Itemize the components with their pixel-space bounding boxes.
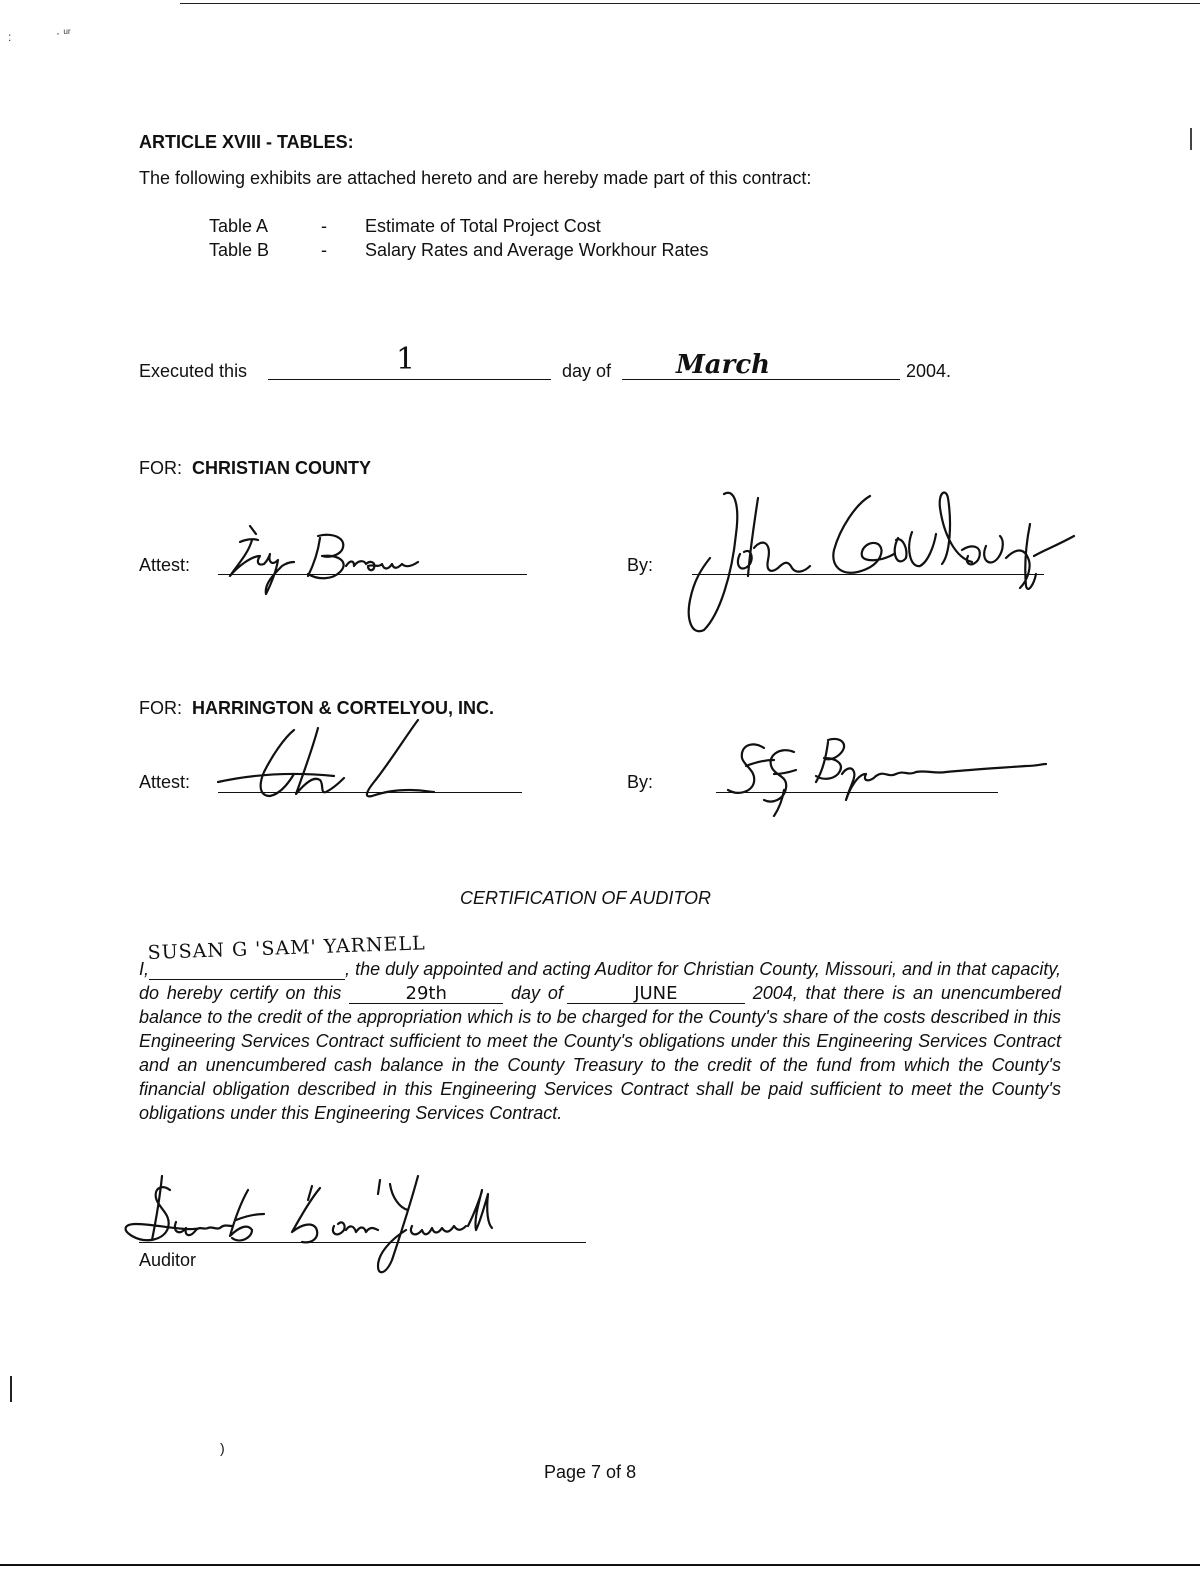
table-b-label: Table B [209, 240, 270, 260]
executed-month-value: March [676, 350, 771, 380]
scan-bottom-rule [0, 1564, 1200, 1566]
certification-month-value: JUNE [634, 983, 678, 1004]
certification-day-blank [349, 985, 503, 1004]
county-attest-label: Attest: [139, 555, 191, 575]
certification-text-3: 2004, that there is an unencumbered balance to the credit of the appropriation which is to be charged for the County's share of the costs described in this Engineering Services Contract sufficient to meet the County's obligations under this Engineering Services Contract and an unencumbered cash balance in the County Treasury to the credit of the fund from which the County's financial obligation described in this Engineering Services Contract shall be paid sufficient to meet the County's obligations under this Engineering Services Contract. [139, 983, 1061, 1123]
scan-speck: : [8, 30, 12, 44]
auditor-name-blank [149, 961, 345, 980]
firm-by-label: By: [627, 772, 654, 792]
executed-year: 2004. [906, 361, 952, 381]
firm-attest-signature [214, 716, 434, 806]
firm-name: HARRINGTON & CORTELYOU, INC. [192, 698, 495, 718]
table-a-dash: - [321, 216, 327, 236]
county-by-label: By: [627, 555, 654, 575]
table-b-description: Salary Rates and Average Workhour Rates [365, 240, 709, 260]
certification-day-value: 29th [405, 983, 447, 1004]
firm-attest-label: Attest: [139, 772, 191, 792]
scan-corner-marks: · ᵘʳ [56, 26, 71, 40]
certification-text-2: day of [511, 983, 563, 1003]
page-number: Page 7 of 8 [544, 1462, 637, 1482]
scan-top-rule [180, 3, 1200, 4]
county-for-label: FOR: [139, 458, 182, 478]
certification-title: CERTIFICATION OF AUDITOR [460, 888, 712, 908]
executed-prefix: Executed this [139, 361, 248, 381]
certification-auditor-name: SUSAN G 'SAM' YARNELL [147, 932, 426, 964]
certification-i-prefix: I, [139, 959, 150, 979]
article-intro: The following exhibits are attached hereto and are hereby made part of this contract: [139, 168, 812, 188]
county-block [139, 458, 371, 479]
article-heading: ARTICLE XVIII - TABLES: [139, 132, 354, 152]
firm-for-label: FOR: [139, 698, 182, 718]
certification-paragraph [139, 957, 1061, 1125]
scan-right-edge-mark [1190, 128, 1192, 150]
scan-left-edge-mark [10, 1376, 12, 1402]
county-name: CHRISTIAN COUNTY [192, 458, 372, 478]
table-a-description: Estimate of Total Project Cost [365, 216, 601, 236]
county-by-signature [684, 484, 1084, 634]
executed-day-value: 1 [396, 342, 416, 377]
table-b-dash: - [321, 240, 327, 260]
executed-day-of: day of [562, 361, 612, 381]
auditor-label: Auditor [139, 1250, 197, 1270]
county-attest-signature [222, 520, 422, 600]
firm-by-signature [716, 730, 1056, 820]
scan-paren-mark: ) [220, 1440, 225, 1456]
certification-month-blank [567, 985, 745, 1004]
certification-text-1: , the duly appointed and acting Auditor for Christian County, Missouri, and in that capacity, do hereby certify on this [139, 959, 1061, 1003]
table-a-label: Table A [209, 216, 269, 236]
